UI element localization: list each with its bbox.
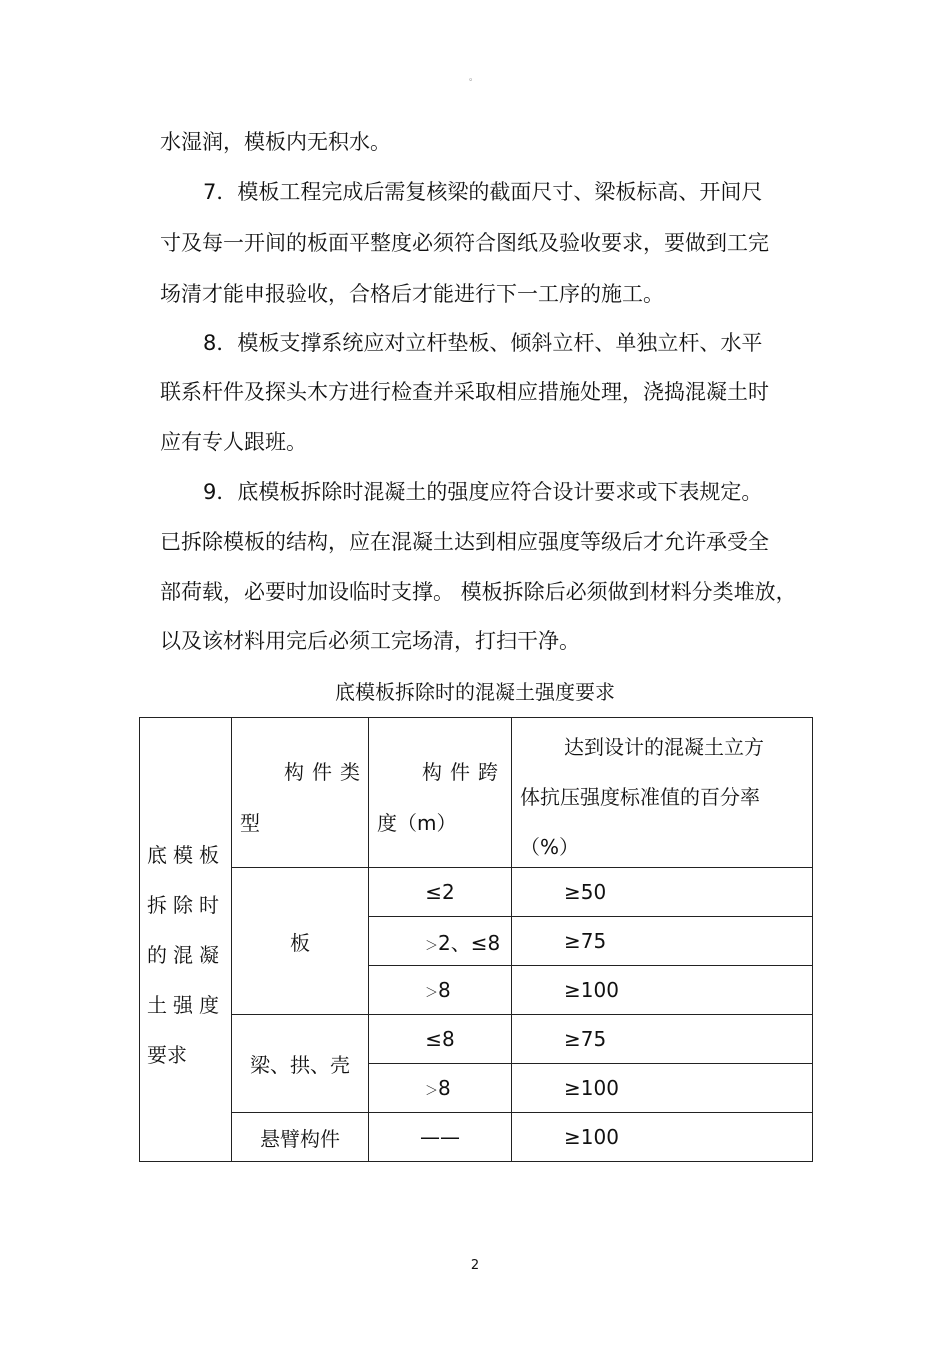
span-cell: ＞8 [369, 1064, 512, 1113]
span-cell: —— [369, 1113, 512, 1162]
row-header-line: 底模板 [147, 843, 225, 867]
paragraph-line: 已拆除模板的结构，应在混凝土达到相应强度等级后才允许承受全 [160, 530, 769, 554]
header-text: 达到设计的混凝土立方 [564, 735, 764, 759]
row-header-cell [140, 718, 232, 1162]
header-percentage [512, 718, 813, 868]
percentage-cell: ≥50 [512, 868, 813, 917]
percentage-cell: ≥75 [512, 917, 813, 966]
span-cell: ≤8 [369, 1015, 512, 1064]
header-component-type [232, 718, 369, 868]
percentage-cell: ≥100 [512, 1113, 813, 1162]
paragraph-line: 寸及每一开间的板面平整度必须符合图纸及验收要求，要做到工完 [160, 231, 769, 255]
type-cell: 板 [232, 868, 369, 1015]
paragraph-line: 联系杆件及探头木方进行检查并采取相应措施处理，浇捣混凝土时 [160, 380, 769, 404]
paragraph-line: 场清才能申报验收，合格后才能进行下一工序的施工。 [160, 282, 664, 306]
table-row [140, 1113, 813, 1162]
percentage-cell: ≥75 [512, 1015, 813, 1064]
row-header-line: 要求 [147, 1043, 187, 1067]
span-cell: ＞2、≤8 [369, 917, 512, 966]
paragraph-line: 8．模板支撑系统应对立杆垫板、倾斜立杆、单独立杆、水平 [203, 331, 763, 355]
header-span [369, 718, 512, 868]
paragraph-line: 9．底模板拆除时混凝土的强度应符合设计要求或下表规定。 [203, 480, 763, 504]
type-cell: 悬臂构件 [232, 1113, 369, 1162]
row-header-line: 土强度 [147, 993, 225, 1017]
type-cell: 梁、拱、壳 [232, 1015, 369, 1113]
table-header-row [140, 718, 813, 868]
paragraph-line: 部荷载，必要时加设临时支撑。 模板拆除后必须做到材料分类堆放， [160, 580, 797, 604]
header-mark: 。 [469, 73, 479, 83]
table-caption: 底模板拆除时的混凝土强度要求 [335, 680, 615, 704]
paragraph-line: 应有专人跟班。 [160, 430, 307, 454]
percentage-cell: ≥100 [512, 1064, 813, 1113]
percentage-cell: ≥100 [512, 966, 813, 1015]
paragraph-line: 水湿润，模板内无积水。 [160, 130, 391, 154]
row-header-line: 的混凝 [147, 943, 225, 967]
span-cell: ≤2 [369, 868, 512, 917]
header-text: 体抗压强度标准值的百分率 [520, 785, 760, 809]
row-header-line: 拆除时 [147, 893, 225, 917]
page-number: 2 [470, 1258, 480, 1273]
strength-table [139, 717, 813, 1162]
paragraph-line: 7．模板工程完成后需复核梁的截面尺寸、梁板标高、开间尺 [203, 180, 763, 204]
header-text: 构件跨 [422, 760, 506, 784]
header-text: （%） [520, 835, 580, 859]
paragraph-line: 以及该材料用完后必须工完场清，打扫干净。 [160, 629, 580, 653]
table-row [140, 868, 813, 917]
table-row [140, 1015, 813, 1064]
span-cell: ＞8 [369, 966, 512, 1015]
header-text: 型 [240, 811, 260, 835]
header-text: 度（m） [377, 811, 457, 835]
header-text: 构件类 [284, 760, 368, 784]
